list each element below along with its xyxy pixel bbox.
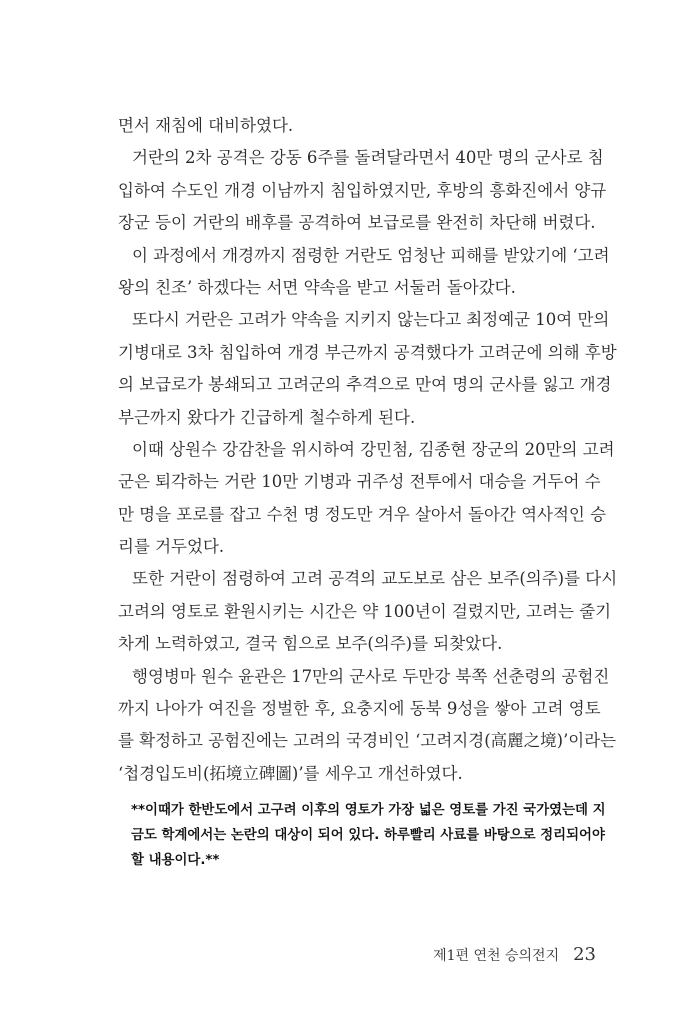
text-line: 리를 거두었다.: [118, 537, 225, 557]
text-line: 이때 상원수 강감찬을 위시하여 강민첨, 김종현 장군의 20만의 고려: [132, 439, 615, 459]
text-line: 거란의 2차 공격은 강동 6주를 돌려달라면서 40만 명의 군사로 침: [132, 148, 604, 168]
text-line: 군은 퇴각하는 거란 10만 기병과 귀주성 전투에서 대승을 거두어 수: [118, 472, 601, 492]
text-line: 장군 등이 거란의 배후를 공격하여 보급로를 완전히 차단해 버렸다.: [118, 213, 596, 233]
bold-note: [131, 800, 606, 875]
text-line: 면서 재침에 대비하였다.: [118, 116, 294, 135]
page-footer: [433, 944, 596, 965]
text-line: 의 보급로가 봉쇄되고 고려군의 추격으로 만여 명의 군사를 잃고 개경: [118, 375, 612, 395]
text-line: 차게 노력하였고, 결국 힘으로 보주(의주)를 되찾았다.: [118, 634, 503, 654]
text-line: 이 과정에서 개경까지 점령한 거란도 엄청난 피해를 받았기에 ‘고려: [132, 245, 610, 265]
note-line: 금도 학계에서는 논란의 대상이 되어 있다. 하루빨리 사료를 바탕으로 정리되어야: [131, 828, 605, 843]
text-line: 까지 나아가 여진을 정벌한 후, 요충지에 동북 9성을 쌓아 고려 영토: [118, 699, 601, 719]
body-text: [118, 112, 618, 792]
page-number: 23: [573, 944, 596, 965]
text-line: 기병대로 3차 침입하여 개경 부근까지 공격했다가 고려군에 의해 후방: [118, 342, 617, 362]
text-line: 부근까지 왔다가 긴급하게 철수하게 된다.: [118, 407, 416, 427]
text-line: 입하여 수도인 개경 이남까지 침입하였지만, 후방의 흥화진에서 양규: [118, 180, 607, 200]
text-line: ‘첩경입도비(拓境立碑圖)’를 세우고 개선하였다.: [118, 763, 463, 783]
text-line: 행영병마 원수 윤관은 17만의 군사로 두만강 북쪽 선춘령의 공험진: [132, 666, 610, 686]
text-line: 또다시 거란은 고려가 약속을 지키지 않는다고 최정예군 10여 만의: [132, 310, 610, 330]
text-line: 만 명을 포로를 잡고 수천 명 정도만 겨우 살아서 돌아간 역사적인 승: [118, 504, 607, 524]
text-line: 고려의 영토로 환원시키는 시간은 약 100년이 걸렸지만, 고려는 줄기: [118, 601, 612, 621]
text-line: 를 확정하고 공험진에는 고려의 국경비인 ‘고려지경(高麗之境)’이라는: [118, 731, 617, 751]
note-line: **이때가 한반도에서 고구려 이후의 영토가 가장 넓은 영토를 가진 국가였는데 지: [131, 803, 606, 818]
chapter-title: 제1편 연천 승의전지: [433, 948, 560, 964]
note-line: 할 내용이다.**: [131, 853, 220, 868]
text-line: 왕의 친조’ 하겠다는 서면 약속을 받고 서둘러 돌아갔다.: [118, 277, 516, 297]
text-line: 또한 거란이 점령하여 고려 공격의 교도보로 삼은 보주(의주)를 다시: [132, 569, 618, 589]
